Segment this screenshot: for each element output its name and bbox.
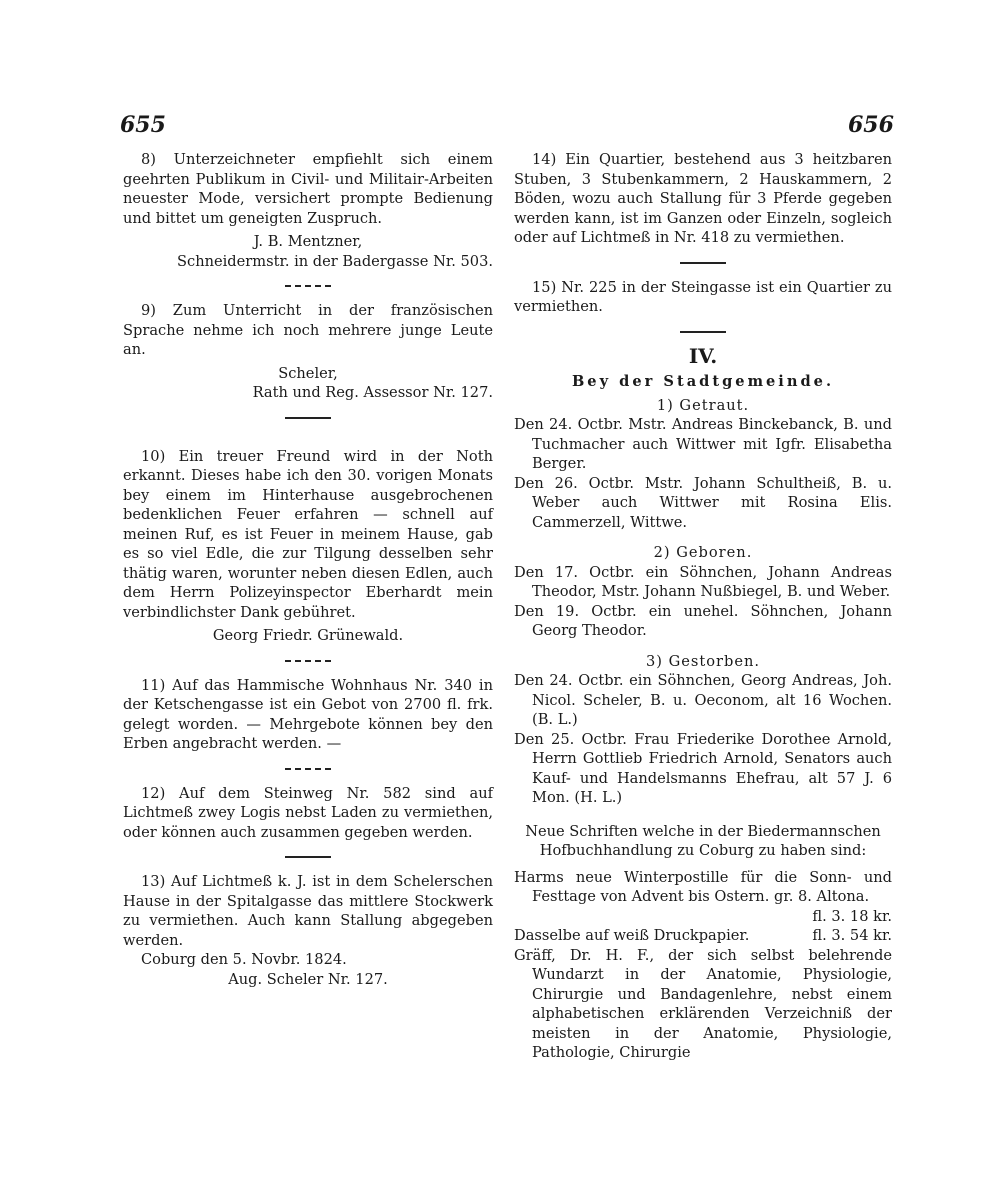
divider <box>680 262 726 264</box>
notice-11: 11) Auf das Hammische Wohnhaus Nr. 340 in der Ketschengasse ist ein Gebot von 2700 fl. frk. gelegt worden. — Mehrgebote können bey den Erben angebracht werden. — <box>123 676 493 752</box>
married-entry: Den 24. Octbr. Mstr. Andreas Binckebanck, B. und Tuchmacher auch Wittwer mit Igfr. Elisabetha Berger. <box>514 416 892 472</box>
notice-13: 13) Auf Lichtmeß k. J. ist in dem Schelerschen Hause in der Spitalgasse das mittlere Stockwerk zu vermiethen. Auch kann Stallung abgegeben werden. <box>123 873 493 949</box>
deceased-heading: 3) Gestorben. <box>645 652 761 670</box>
deceased-entry: Den 25. Octbr. Frau Friederike Dorothee Arnold, Herrn Gottlieb Friedrich Arnold, Senators auch Kauf- und Handelsmanns Ehefrau, alt 57 J. 6 Mon. (H. L.) <box>514 730 892 806</box>
page-number-right: 656 <box>848 112 894 138</box>
married-entry: Den 26. Octbr. Mstr. Johann Schultheiß, B. u. Weber auch Wittwer mit Rosina Elis. Cammerzell, Wittwe. <box>514 474 892 531</box>
section-title: Bey der Stadtgemeinde. <box>571 373 835 390</box>
born-entry: Den 19. Octbr. ein unehel. Söhnchen, Johann Georg Theodor. <box>514 602 892 639</box>
left-column <box>123 150 493 989</box>
notice-9-signer: Scheler, <box>278 364 338 382</box>
divider <box>285 660 331 662</box>
notice-8-signer-detail: Schneidermstr. in der Badergasse Nr. 503. <box>177 252 493 270</box>
book-price: fl. 3. 54 kr. <box>812 927 892 944</box>
married-heading: 1) Getraut. <box>656 396 750 414</box>
notice-13-signer: Aug. Scheler Nr. 127. <box>228 970 388 988</box>
notice-8-signer: J. B. Mentzner, <box>253 233 363 250</box>
bookshop-heading: Neue Schriften welche in der Biedermannschen Hofbuchhandlung zu Coburg zu haben sind: <box>525 822 881 859</box>
notice-13-place-date: Coburg den 5. Novbr. 1824. <box>141 951 347 968</box>
notice-15: 15) Nr. 225 in der Steingasse ist ein Quartier zu vermiethen. <box>514 278 892 315</box>
book-entry <box>514 926 892 946</box>
notice-9: 9) Zum Unterricht in der französischen Sprache nehme ich noch mehrere junge Leute an. <box>123 302 493 358</box>
book-title: Dasselbe auf weiß Druckpapier. <box>514 927 750 944</box>
section-number: IV. <box>688 343 718 368</box>
book-entry: Gräff, Dr. H. F., der sich selbst belehrende Wundarzt in der Anatomie, Physiologie, Chirurgie und Bandagenlehre, nebst einem alphabetischen erklärenden Verzeichniß der meisten in der Anatomie, Physiologie, Pathologie, Chirurgie <box>514 946 892 1061</box>
born-entry: Den 17. Octbr. ein Söhnchen, Johann Andreas Theodor, Mstr. Johann Nußbiegel, B. und Weber. <box>514 563 892 600</box>
notice-10: 10) Ein treuer Freund wird in der Noth erkannt. Dieses habe ich den 30. vorigen Monats bey einem im Hinterhause ausgebrochenen bedenklichen Feuer erfahren — schnell auf meinen Ruf, es ist Feuer in meinem Hause, gab es so viel Edle, die zur Tilgung desselben sehr thätig waren, worunter neben diesen Edlen, auch dem Herrn Polizeyinspector Eberhardt mein verbindlichster Dank gebühret. <box>123 447 493 621</box>
right-column <box>514 150 892 1063</box>
notice-8: 8) Unterzeichneter empfiehlt sich einem geehrten Publikum in Civil- und Militair-Arbeiten neuester Mode, versichert prompte Bedienung und bittet um geneigten Zuspruch. <box>123 151 493 227</box>
divider <box>285 285 331 287</box>
notice-10-signer: Georg Friedr. Grünewald. <box>212 627 404 644</box>
book-entry: Harms neue Winterpostille für die Sonn- und Festtage von Advent bis Ostern. gr. 8. Altona. <box>514 868 892 905</box>
book-price: fl. 3. 18 kr. <box>812 907 892 925</box>
deceased-entry: Den 24. Octbr. ein Söhnchen, Georg Andreas, Joh. Nicol. Scheler, B. u. Oeconom, alt 16 Wochen. (B. L.) <box>514 672 892 728</box>
divider <box>285 856 331 858</box>
divider <box>680 331 726 333</box>
page-number-left: 655 <box>120 112 166 138</box>
divider <box>285 417 331 419</box>
notice-14: 14) Ein Quartier, bestehend aus 3 heitzbaren Stuben, 3 Stubenkammern, 2 Hauskammern, 2 Böden, wozu auch Stallung für 3 Pferde gegeben werden kann, ist im Ganzen oder Einzeln, sogleich oder auf Lichtmeß in Nr. 418 zu vermiethen. <box>514 151 892 246</box>
notice-12: 12) Auf dem Steinweg Nr. 582 sind auf Lichtmeß zwey Logis nebst Laden zu vermiethen, oder können auch zusammen gegeben werden. <box>123 784 493 841</box>
notice-9-signer-detail: Rath und Reg. Assessor Nr. 127. <box>252 384 493 401</box>
born-heading: 2) Geboren. <box>653 544 753 561</box>
divider <box>285 768 331 770</box>
